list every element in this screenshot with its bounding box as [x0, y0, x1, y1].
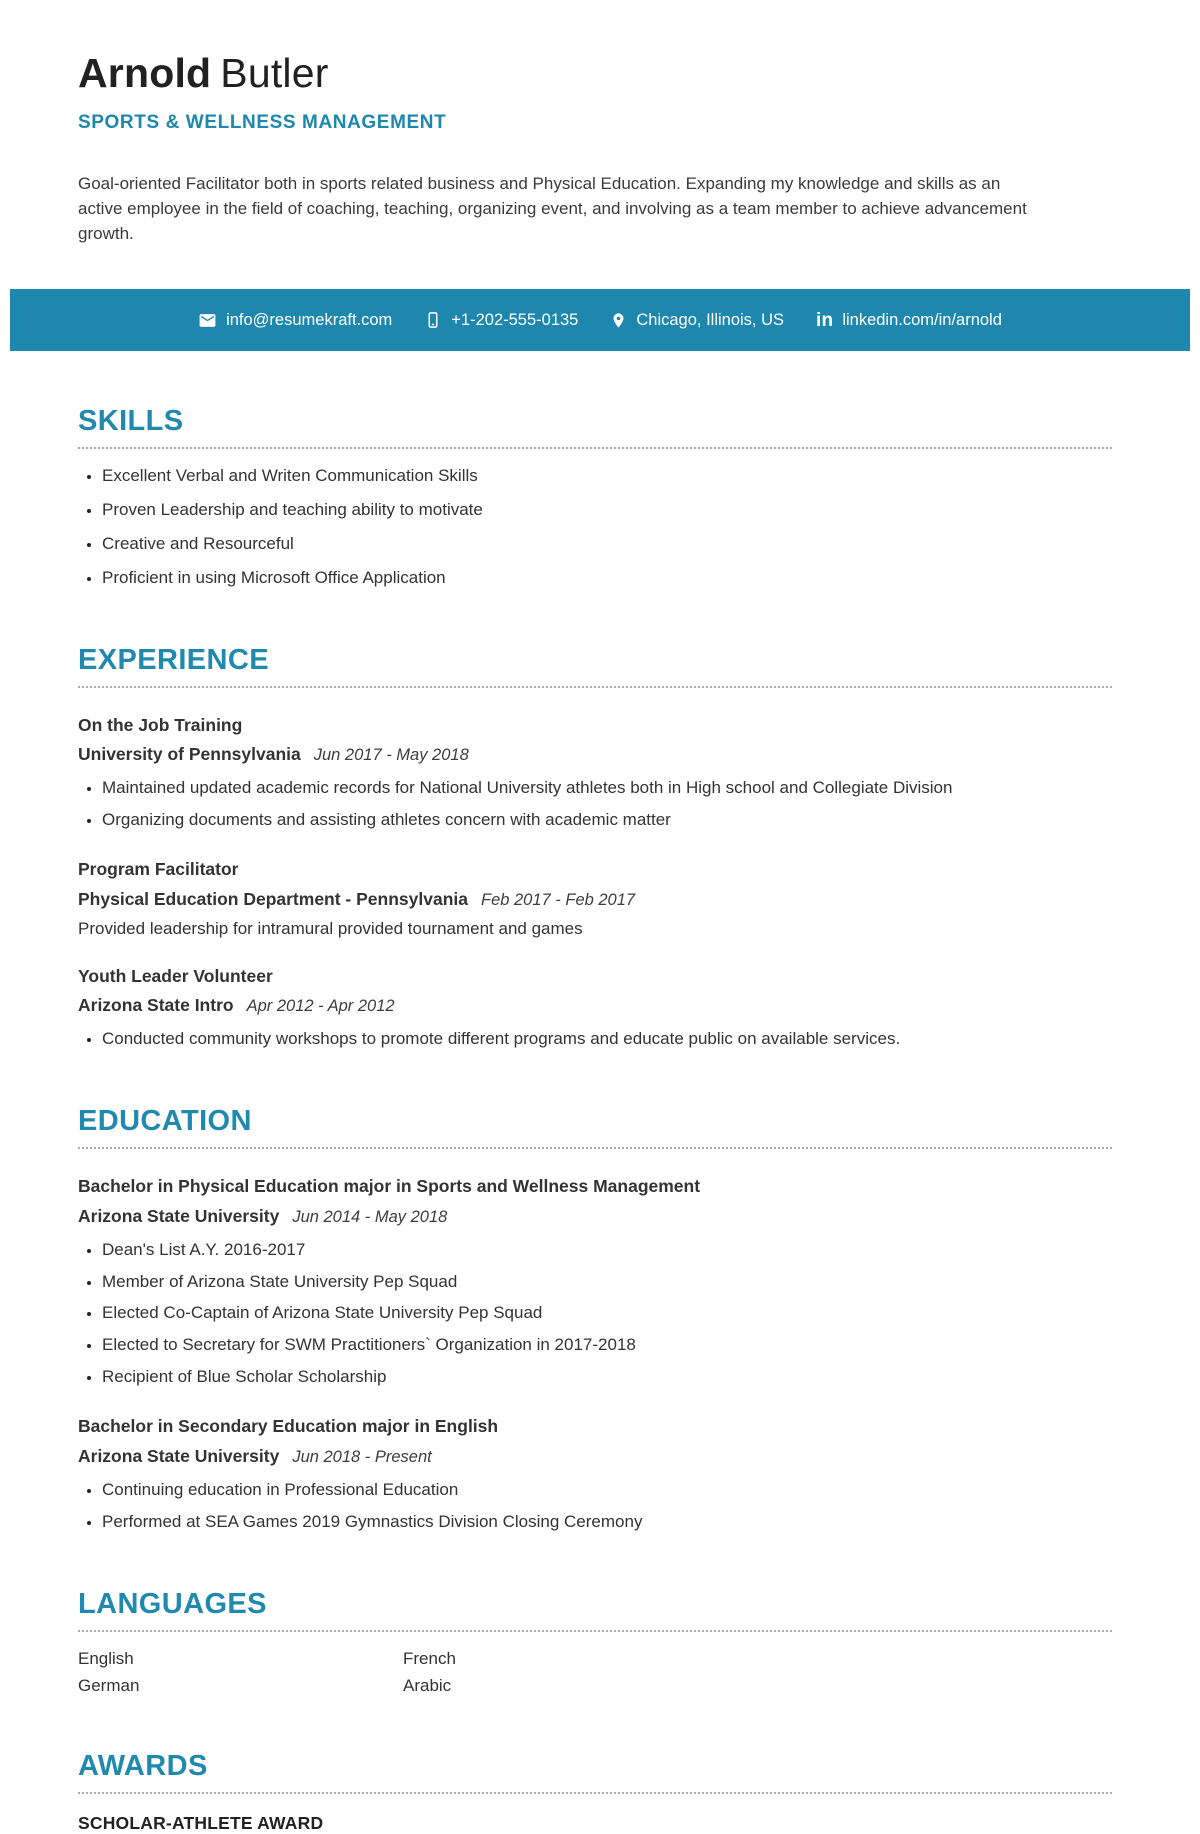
phone-icon — [424, 311, 442, 329]
skills-section — [78, 405, 1112, 590]
experience-entry — [78, 964, 1112, 1051]
degree-bullet: • Dean's List A.Y. 2016-2017 — [102, 1239, 1112, 1262]
linkedin-icon: in — [816, 309, 834, 331]
job-description: Provided leadership for intramural provided tournament and games — [78, 918, 583, 938]
summary-paragraph: Goal-oriented Facilitator both in sports related business and Physical Education. Expanding my knowledge and skills as an active employee in the field of coaching, teaching, organizing event, and involving as a team member to achieve advancement growth. — [78, 174, 1027, 243]
job-subline — [78, 995, 1112, 1016]
contact-linkedin[interactable] — [816, 311, 1002, 330]
education-entry — [78, 1414, 1112, 1533]
education-entry — [78, 1174, 1112, 1389]
job-subline — [78, 744, 1112, 765]
degree-organization: Arizona State University — [78, 1205, 280, 1226]
candidate-last-name: Butler — [220, 50, 329, 96]
experience-entry — [78, 857, 1112, 939]
skill-item: • Excellent Verbal and Writen Communication Skills — [102, 465, 1112, 488]
job-dates: Feb 2017 - Feb 2017 — [480, 890, 636, 909]
degree-dates: Jun 2014 - May 2018 — [292, 1207, 448, 1226]
job-dates: Jun 2017 - May 2018 — [313, 746, 469, 765]
degree-subline — [78, 1206, 1112, 1227]
awards-heading: AWARDS — [78, 1749, 208, 1782]
contact-phone[interactable] — [424, 311, 578, 330]
job-subline — [78, 889, 1112, 910]
degree-organization: Arizona State University — [78, 1445, 280, 1466]
location-pin-icon — [610, 311, 627, 330]
contact-email-text: info@resumekraft.com — [226, 310, 393, 329]
skills-list — [78, 465, 1112, 590]
job-bullet: • Organizing documents and assisting athletes concern with academic matter — [102, 809, 1112, 832]
job-title: Youth Leader Volunteer — [78, 965, 273, 986]
job-title: On the Job Training — [78, 714, 243, 735]
skill-item: • Proven Leadership and teaching ability to motivate — [102, 499, 1112, 522]
job-organization: University of Pennsylvania — [78, 744, 301, 765]
section-divider — [78, 1792, 1112, 1794]
contact-phone-text: +1-202-555-0135 — [451, 310, 579, 329]
job-bullet: • Conducted community workshops to promote different programs and educate public on available services. — [102, 1028, 1112, 1051]
award-item: SCHOLAR-ATHLETE AWARD — [78, 1812, 324, 1833]
contact-location[interactable] — [610, 311, 784, 330]
skill-item: • Proficient in using Microsoft Office Application — [102, 567, 1112, 590]
job-bullet-list — [78, 777, 1112, 832]
contact-linkedin-text: linkedin.com/in/arnold — [842, 310, 1002, 329]
section-divider — [78, 1147, 1112, 1149]
degree-bullet: • Elected Co-Captain of Arizona State University Pep Squad — [102, 1302, 1112, 1325]
degree-bullet: • Recipient of Blue Scholar Scholarship — [102, 1366, 1112, 1389]
education-section — [78, 1105, 1112, 1534]
degree-subline — [78, 1446, 1112, 1467]
job-bullet: • Maintained updated academic records for National University athletes both in High school and Collegiate Division — [102, 777, 1112, 800]
degree-bullet-list — [78, 1239, 1112, 1390]
languages-section — [78, 1588, 1112, 1696]
awards-section — [78, 1750, 1112, 1834]
job-title: Program Facilitator — [78, 859, 239, 880]
contact-location-text: Chicago, Illinois, US — [636, 310, 785, 329]
contact-email[interactable] — [198, 311, 392, 330]
resume-header — [0, 0, 1200, 246]
degree-bullet: • Elected to Secretary for SWM Practitioners` Organization in 2017-2018 — [102, 1334, 1112, 1357]
languages-heading: LANGUAGES — [78, 1587, 267, 1620]
mail-icon — [198, 311, 217, 330]
degree-bullet-list — [78, 1479, 1112, 1534]
section-divider — [78, 686, 1112, 688]
degree-bullet: • Member of Arizona State University Pep Squad — [102, 1271, 1112, 1294]
education-heading: EDUCATION — [78, 1105, 252, 1138]
language-item: English — [78, 1648, 134, 1668]
candidate-title: SPORTS & WELLNESS MANAGEMENT — [78, 112, 447, 133]
section-divider — [78, 1630, 1112, 1632]
skill-item: • Creative and Resourceful — [102, 533, 1112, 556]
job-dates: Apr 2012 - Apr 2012 — [246, 997, 395, 1016]
language-item: French — [403, 1648, 456, 1668]
experience-entry — [78, 713, 1112, 832]
contact-bar — [10, 289, 1190, 351]
languages-grid — [78, 1649, 1112, 1696]
job-organization: Arizona State Intro — [78, 995, 234, 1016]
degree-dates: Jun 2018 - Present — [292, 1447, 432, 1466]
experience-section — [78, 644, 1112, 1051]
degree-title: Bachelor in Secondary Education major in English — [78, 1416, 499, 1437]
degree-bullet: • Continuing education in Professional Education — [102, 1479, 1112, 1502]
language-item: German — [78, 1675, 140, 1695]
experience-heading: EXPERIENCE — [78, 643, 269, 676]
language-item: Arabic — [403, 1675, 452, 1695]
skills-heading: SKILLS — [78, 405, 184, 437]
candidate-name — [78, 50, 1110, 97]
degree-bullet: • Performed at SEA Games 2019 Gymnastics Division Closing Ceremony — [102, 1511, 1112, 1534]
section-divider — [78, 447, 1112, 449]
job-organization: Physical Education Department - Pennsylvania — [78, 888, 468, 909]
candidate-first-name: Arnold — [78, 50, 212, 96]
degree-title: Bachelor in Physical Education major in Sports and Wellness Management — [78, 1176, 701, 1197]
job-bullet-list — [78, 1028, 1112, 1051]
